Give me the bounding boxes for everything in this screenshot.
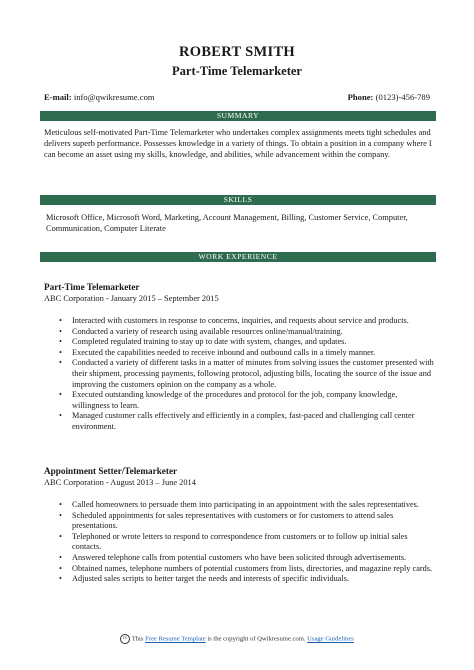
list-item: • Conducted a variety of different tasks in a matter of minutes from solving issues the customer presented with their shipment, processing payments, following protocol, adjusting bills, locating the source of the issue and improving the customers opinion on the company as a whole. — [72, 358, 436, 390]
summary-text: Meticulous self-motivated Part-Time Telemarketer who undertakes complex assignments meets tight schedules and delivers superb performance. Possesses knowledge in a variety of things. To obtain a position in a company where I can become an asset using my skills, knowledge, and abilities, while advancement within the company. — [44, 128, 432, 159]
job-bullets — [44, 500, 436, 585]
email-value[interactable]: info@qwikresume.com — [73, 92, 155, 102]
candidate-name: ROBERT SMITH — [178, 44, 296, 60]
email-label: E-mail: — [44, 92, 72, 102]
list-item: • Conducted a variety of research using available resources online/manual/training. — [72, 327, 436, 338]
candidate-title: Part-Time Telemarketer — [172, 64, 302, 78]
skills-heading: SKILLS — [40, 195, 436, 205]
summary-heading: SUMMARY — [40, 111, 436, 121]
list-item: • Telephoned or wrote letters to respond to correspondence from customers or to follow up initial sales contacts. — [72, 532, 436, 553]
job-title: Part-Time Telemarketer — [44, 282, 140, 292]
job-title: Appointment Setter/Telemarketer — [44, 466, 178, 476]
footer-copyright-text: is the copyright of Qwikresume.com. — [207, 635, 306, 643]
list-item: • Adjusted sales scripts to better target the needs and interests of specific individuals. — [72, 574, 436, 585]
phone-label: Phone: — [347, 92, 374, 102]
list-item: • Managed customer calls effectively and efficiently in a complex, fast-paced and challenging call center environment. — [72, 411, 436, 432]
list-item: • Obtained names, telephone numbers of potential customers from lists, directories, and magazine reply cards. — [72, 564, 436, 575]
contact-line — [44, 92, 430, 102]
list-item: • Scheduled appointments for sales representatives with customers or for customers to attend sales presentations. — [72, 511, 436, 532]
creative-commons-icon: cc — [120, 634, 130, 644]
list-item: • Executed the capabilities needed to receive inbound and outbound calls in a timely manner. — [72, 348, 436, 359]
list-item: • Completed regulated training to stay up to date with system, changes, and updates. — [72, 337, 436, 348]
footer — [0, 634, 474, 644]
usage-guidelines-link[interactable]: Usage Guidelines — [307, 635, 354, 643]
phone-value: (0123)-456-789 — [375, 92, 430, 102]
email-block — [44, 92, 155, 102]
skills-text: Microsoft Office, Microsoft Word, Marketing, Account Management, Billing, Customer Service, Computer, Communication, Computer Literate — [46, 213, 408, 233]
job-company-dates: ABC Corporation - January 2015 – September 2015 — [44, 294, 219, 303]
list-item: • Executed outstanding knowledge of the procedures and protocol for the job, company knowledge, willingness to learn. — [72, 390, 436, 411]
list-item: • Called homeowners to persuade them into participating in an appointment with the sales representatives. — [72, 500, 436, 511]
footer-prefix: This — [131, 635, 144, 643]
work-experience-heading: WORK EXPERIENCE — [40, 252, 436, 262]
free-resume-template-link[interactable]: Free Resume Template — [145, 635, 206, 643]
list-item: • Interacted with customers in response to concerns, inquiries, and requests about service and products. — [72, 316, 436, 327]
job-bullets — [44, 316, 436, 433]
phone-block — [348, 92, 430, 102]
job-company-dates: ABC Corporation - August 2013 – June 2014 — [44, 478, 196, 487]
list-item: • Answered telephone calls from potential customers who have been solicited through advertisements. — [72, 553, 436, 564]
